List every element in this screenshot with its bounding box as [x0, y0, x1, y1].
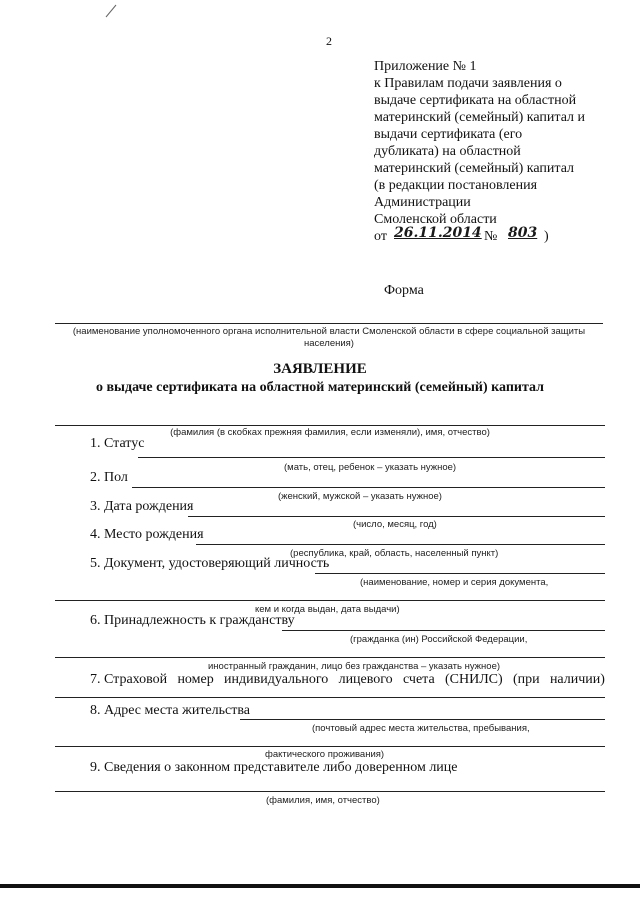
field-dob-input-line[interactable]	[188, 516, 605, 517]
appendix-line: материнский (семейный) капитал и	[374, 110, 586, 125]
snils-word: (при	[512, 672, 540, 687]
field-representative-label: 9. Сведения о законном представителе либо доверенном лице	[90, 760, 458, 775]
appendix-line: выдаче сертификата на областной	[374, 93, 577, 108]
snils-word: номер	[177, 672, 214, 687]
appendix-line: материнский (семейный) капитал	[374, 161, 575, 176]
field-status-label: 1. Статус	[90, 436, 145, 451]
page-number: 2	[326, 34, 332, 48]
field-citizenship-input-line[interactable]	[282, 630, 605, 631]
field-address-label: 8. Адрес места жительства	[90, 703, 250, 718]
appendix-line: к Правилам подачи заявления о	[374, 76, 562, 91]
snils-word: лицевого	[338, 672, 393, 687]
doc-hint-1: (наименование, номер и серия документа,	[360, 577, 549, 588]
field-dob-label: 3. Дата рождения	[90, 499, 194, 514]
snils-word: индивидуального	[224, 672, 329, 687]
date-prefix: от	[374, 229, 387, 244]
handwritten-date: 26.11.2014	[394, 225, 482, 241]
appendix-line: выдачи сертификата (его	[374, 127, 523, 142]
closing-paren: )	[544, 229, 549, 244]
appendix-block	[374, 58, 636, 248]
field-status-input-line[interactable]	[138, 457, 605, 458]
citizenship-hint-2: иностранный гражданин, лицо без гражданства – указать нужное)	[208, 661, 501, 672]
number-prefix: №	[484, 229, 498, 244]
field-citizenship-input-line-2[interactable]	[55, 657, 605, 658]
field-snils-input-line[interactable]	[55, 697, 605, 698]
field-doc-input-line[interactable]	[315, 573, 605, 574]
scan-border	[0, 884, 640, 888]
snils-word: 7. Страховой	[90, 672, 168, 687]
fio-hint: (фамилия (в скобках прежняя фамилия, если изменяли), имя, отчество)	[170, 427, 490, 438]
field-doc-label: 5. Документ, удостоверяющий личность	[90, 556, 330, 571]
address-hint-2: фактического проживания)	[265, 749, 385, 760]
field-snils-label	[90, 672, 605, 688]
citizenship-hint-1: (гражданка (ин) Российской Федерации,	[350, 634, 528, 645]
field-address-input-line[interactable]	[240, 719, 605, 720]
document-subtitle: о выдаче сертификата на областной материнский (семейный) капитал	[96, 380, 544, 395]
snils-word: наличии)	[549, 672, 605, 687]
field-representative-input-line[interactable]	[55, 791, 605, 792]
field-doc-input-line-2[interactable]	[55, 600, 605, 601]
handwritten-number: 803	[508, 225, 538, 241]
field-sex-label: 2. Пол	[90, 470, 128, 485]
appendix-date-line	[374, 225, 636, 248]
doc-hint-2: кем и когда выдан, дата выдачи)	[255, 604, 400, 615]
snils-word: (СНИЛС)	[444, 672, 503, 687]
appendix-line: Смоленской области	[374, 212, 497, 227]
field-sex-input-line[interactable]	[132, 487, 605, 488]
snils-word: счета	[402, 672, 435, 687]
field-address-input-line-2[interactable]	[55, 746, 605, 747]
address-hint-1: (почтовый адрес места жительства, пребывания,	[312, 723, 530, 734]
fio-line	[55, 425, 605, 426]
representative-hint: (фамилия, имя, отчество)	[266, 795, 380, 806]
form-label: Форма	[384, 283, 424, 298]
sex-hint: (женский, мужской – указать нужное)	[278, 491, 442, 502]
dob-hint: (число, месяц, год)	[353, 519, 437, 530]
document-title: ЗАЯВЛЕНИЕ	[273, 361, 367, 377]
pen-stroke-mark	[104, 4, 118, 18]
authority-line	[55, 323, 603, 324]
appendix-line: (в редакции постановления	[374, 178, 538, 193]
authority-hint: (наименование уполномоченного органа исполнительной власти Смоленской области в сфере социальной защиты населения)	[72, 326, 586, 349]
status-hint: (мать, отец, ребенок – указать нужное)	[284, 462, 457, 473]
appendix-line: Приложение № 1	[374, 59, 477, 74]
field-pob-label: 4. Место рождения	[90, 527, 204, 542]
appendix-line: Администрации	[374, 195, 471, 210]
pob-hint: (республика, край, область, населенный пункт)	[290, 548, 499, 559]
field-citizenship-label: 6. Принадлежность к гражданству	[90, 613, 295, 628]
field-pob-input-line[interactable]	[196, 544, 605, 545]
appendix-line: дубликата) на областной	[374, 144, 521, 159]
